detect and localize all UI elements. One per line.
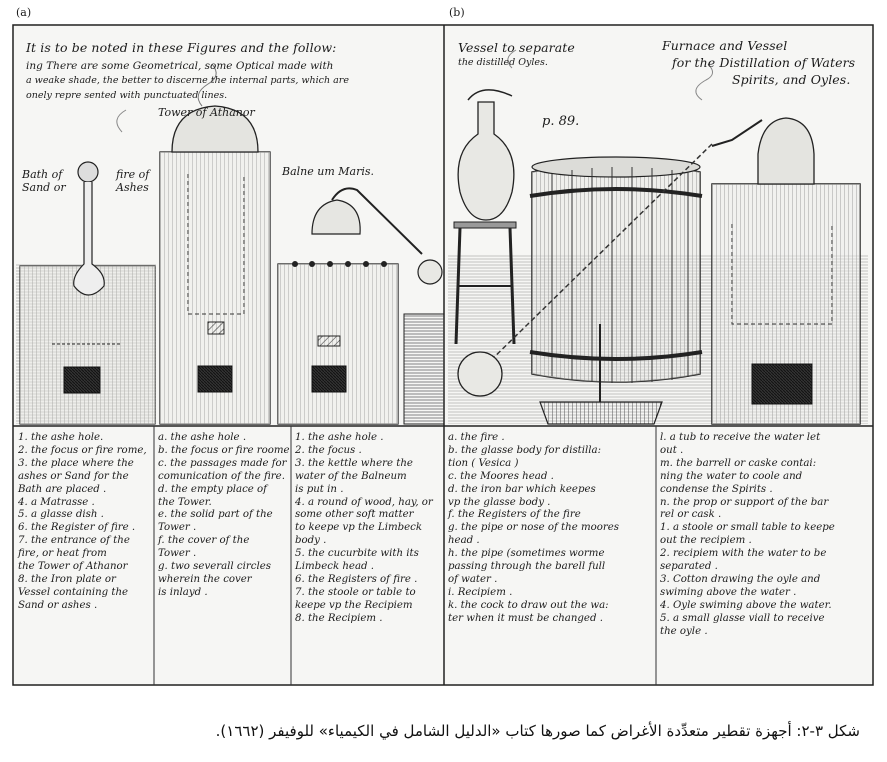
panel-label-a: (a) <box>16 6 32 19</box>
fire-of-label: fire of <box>116 168 150 181</box>
legend-entry: tion ( Vesica ) <box>448 457 519 469</box>
legend-entry: 8. the Recipiem . <box>295 612 383 624</box>
legend-entry: ter when it must be changed . <box>448 612 603 624</box>
legend-entry: a. the ashe hole . <box>158 432 247 443</box>
legend-entry: 7. the entrance of the <box>18 535 130 547</box>
legend-entry: 2. recipiem with the water to be <box>660 548 827 560</box>
legend-entry: d. the empty place of <box>158 483 267 495</box>
legend-column-2 <box>158 432 290 600</box>
legend-entry: condense the Spirits . <box>660 483 773 495</box>
legend-entry: 4. Oyle swiming above the water. <box>660 599 832 611</box>
legend-entry: b. the glasse body for distilla: <box>448 444 602 456</box>
bath-label: Bath of <box>22 168 63 181</box>
legend-entry: 8. the Iron plate or <box>18 573 116 585</box>
legend-entry: fire, or heat from <box>18 548 107 560</box>
legend-entry: the oyle . <box>660 625 708 637</box>
legend-entry: out . <box>660 444 684 456</box>
legend-entry: h. the pipe (sometimes worme <box>448 548 605 560</box>
panel-label-b: (b) <box>449 6 465 19</box>
legend-entry: vp the glasse body . <box>448 496 551 508</box>
vessel-heading-line-2: the distilled Oyles. <box>458 57 548 68</box>
legend-entry: Tower . <box>158 548 197 560</box>
legend-entry: 6. the Registers of fire . <box>295 573 418 585</box>
legend-entry: 2. the focus . <box>295 444 362 456</box>
legend-entry: the Tower of Athanor <box>18 561 128 573</box>
legend-entry: f. the Registers of the fire <box>448 509 581 521</box>
legend-entry: 1. the ashe hole . <box>295 432 384 443</box>
legend-entry: Tower . <box>158 522 197 534</box>
furnace-heading-line-3: Spirits, and Oyles. <box>732 72 851 87</box>
legend-entry: rel or cask . <box>660 509 722 521</box>
legend-entry: l. a tub to receive the water let <box>660 432 821 443</box>
legend-entry: a. the fire . <box>448 432 505 443</box>
legend-entry: 1. the ashe hole. <box>18 432 104 443</box>
legend-entry: passing through the barell full <box>448 561 606 573</box>
legend-entry: head . <box>448 535 480 547</box>
balneum-label: Balne um Maris. <box>282 165 375 178</box>
legend-column-5 <box>660 432 835 639</box>
legend-column-1 <box>18 432 147 613</box>
left-heading-line-1: It is to be noted in these Figures and the follow: <box>26 40 337 55</box>
left-heading-line-2: ing There are some Geometrical, some Optical made with <box>26 60 334 72</box>
legend-entry: body . <box>295 535 327 547</box>
legend-entry: 5. the cucurbite with its <box>295 548 419 560</box>
legend-entry: 1. a stoole or small table to keepe <box>660 522 835 534</box>
legend-entry: k. the cock to draw out the wa: <box>448 599 609 611</box>
legend-entry: i. Recipiem . <box>448 586 513 598</box>
legend-entry: of water . <box>448 573 498 585</box>
legend-entry: the Tower. <box>158 496 212 508</box>
legend-entry: 6. the Register of fire . <box>18 522 136 534</box>
legend-entry: 2. the focus or fire rome, <box>18 444 147 456</box>
legend-entry: g. two severall circles <box>158 561 271 573</box>
legend-entry: Sand or ashes . <box>18 599 98 611</box>
legend-entry: Vessel containing the <box>18 586 129 598</box>
legend-entry: c. the Moores head . <box>448 470 554 482</box>
legend-entry: water of the Balneum <box>295 470 407 482</box>
legend-entry: comunication of the fire. <box>158 470 285 482</box>
legend-entry: is inlayd . <box>158 586 208 598</box>
legend-entry: 5. a glasse dish . <box>18 509 104 521</box>
legend-entry: g. the pipe or nose of the moores <box>448 522 620 534</box>
legend-entry: is put in . <box>295 483 344 495</box>
engraving-plate <box>12 24 874 686</box>
legend-entry: 3. the kettle where the <box>295 457 413 469</box>
furnace-heading-line-1: Furnace and Vessel <box>662 38 788 53</box>
legend-entry: 4. a Matrasse . <box>18 496 95 508</box>
legend-entry: d. the iron bar which keepes <box>448 483 596 495</box>
legend-entry: some other soft matter <box>295 509 414 521</box>
page-reference: p. 89. <box>542 114 580 129</box>
legend-column-3 <box>295 432 433 626</box>
ashes-label: Ashes <box>116 181 149 194</box>
left-heading-line-3: a weake shade, the better to discerne the internal parts, which are <box>26 75 349 86</box>
legend-entry: wherein the cover <box>158 573 252 585</box>
legend-entry: Bath are placed . <box>18 483 107 495</box>
legend-entry: to keepe vp the Limbeck <box>295 522 423 534</box>
left-heading-line-4: onely repre sented with punctuated lines. <box>26 90 228 101</box>
legend-entry: Limbeck head . <box>295 561 375 573</box>
legend-entry: 7. the stoole or table to <box>295 586 416 598</box>
furnace-heading-line-2: for the Distillation of Waters <box>672 55 856 70</box>
legend-entry: 4. a round of wood, hay, or <box>295 496 433 508</box>
legend-entry: keepe vp the Recipiem <box>295 599 413 611</box>
legend-entry: f. the cover of the <box>158 535 250 547</box>
legend-entry: separated . <box>660 561 718 573</box>
tower-label: Tower of Athanor <box>158 106 255 119</box>
legend-entry: m. the barrell or caske contai: <box>660 457 817 469</box>
figure-caption: شكل ٣-٢: أجهزة تقطير متعدِّدة الأغراض كما صورها كتاب «الدليل الشامل في الكيمياء» للوفيفر (١٦٦٢). <box>215 722 860 740</box>
legend-entry: e. the solid part of the <box>158 509 273 521</box>
legend-entry: ning the water to coole and <box>660 470 803 482</box>
sand-label: Sand or <box>22 181 66 194</box>
vessel-heading-line-1: Vessel to separate <box>458 40 575 55</box>
legend-entry: swiming above the water . <box>660 586 797 598</box>
legend-entry: n. the prop or support of the bar <box>660 496 829 508</box>
legend-column-4 <box>448 432 619 626</box>
legend-entry: 5. a small glasse viall to receive <box>660 612 825 624</box>
legend-entry: c. the passages made for <box>158 457 287 469</box>
legend-entry: out the recipiem . <box>660 535 752 547</box>
legend-entry: 3. the place where the <box>18 457 134 469</box>
legend-entry: 3. Cotton drawing the oyle and <box>660 573 821 585</box>
legend-entry: ashes or Sand for the <box>18 470 129 482</box>
legend-entry: b. the focus or fire roome <box>158 444 290 456</box>
